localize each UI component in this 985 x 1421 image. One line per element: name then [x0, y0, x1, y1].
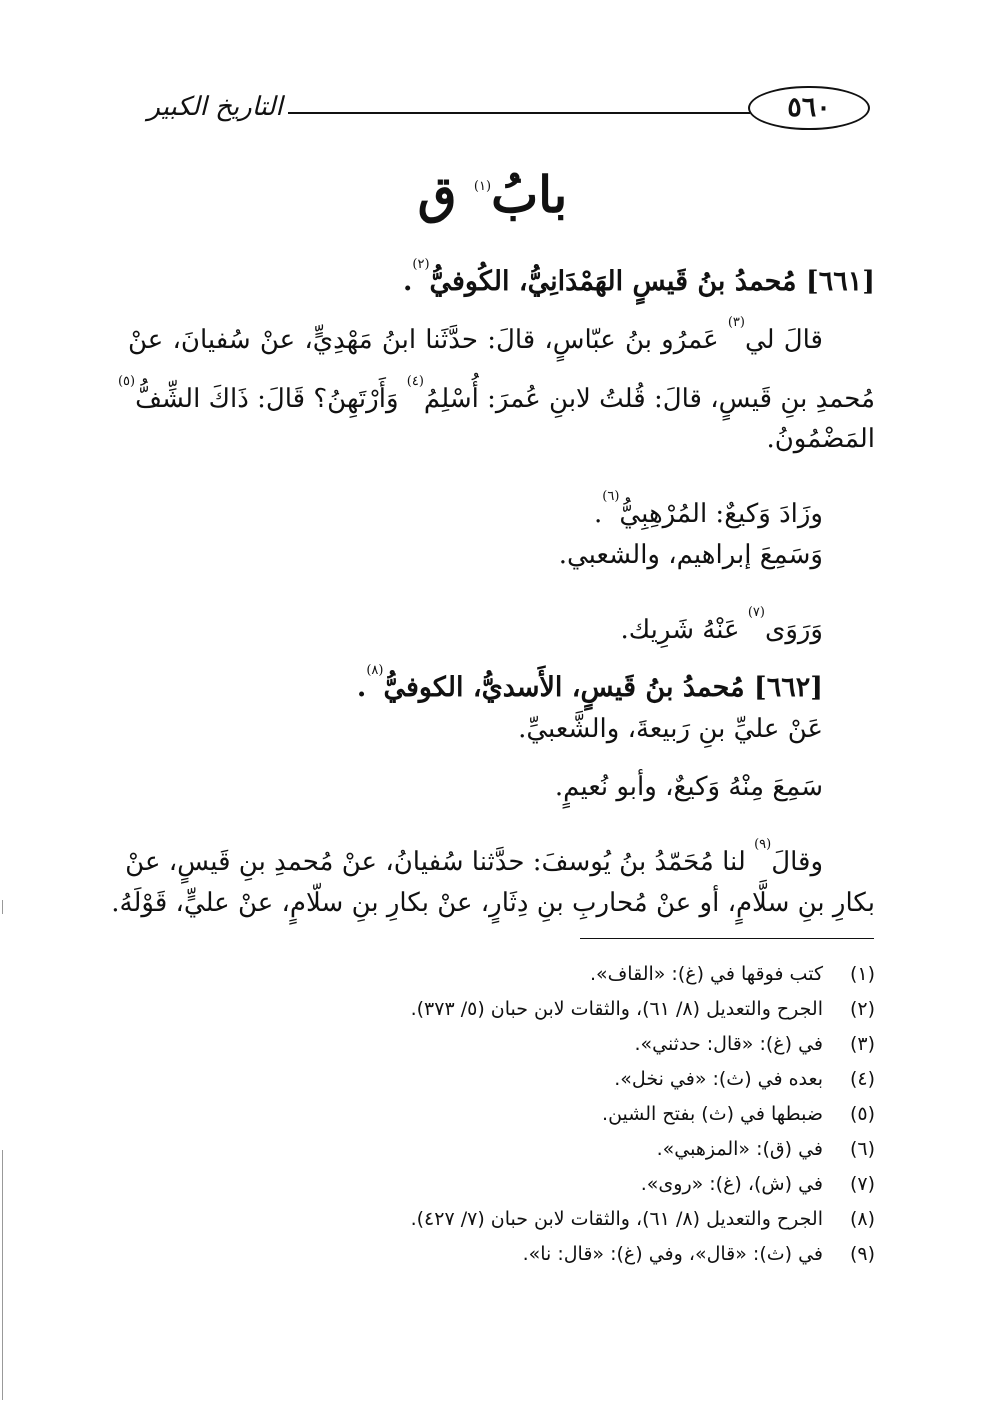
footnote-6	[657, 1133, 875, 1165]
entry-661-heading: [٦٦١] مُحمدُ بنُ قَيسٍ الهَمْدَانِيُّ، الكُوفيُّ$^{(٢)}$.	[402, 257, 875, 297]
footnote-separator	[580, 938, 874, 939]
footnote-text: بعده في (ث): «في نخل».	[614, 1068, 823, 1090]
footnote-number: (٢)	[849, 998, 875, 1020]
footnote-ref-3[interactable]: (٣)	[727, 315, 745, 330]
entry-662-line-3	[125, 818, 875, 877]
footnote-text: في (ث): «قال»، وفي (غ): «قال: نا».	[522, 1243, 823, 1265]
footnote-4	[614, 1063, 875, 1095]
entry-661-line-6	[620, 586, 875, 645]
entry-661-title: [٦٦١] مُحمدُ بنُ قَيسٍ الهَمْدَانِيُّ، الكُوفيُّ	[429, 266, 875, 297]
running-title: التاريخ الكبير	[147, 92, 283, 122]
footnote-number: (٩)	[849, 1243, 875, 1265]
footnote-number: (٤)	[849, 1068, 875, 1090]
footnote-ref-6[interactable]: (٦)	[602, 489, 620, 504]
chapter-heading	[0, 165, 985, 224]
text-segment: لنا مُحَمّدُ بنُ يُوسفَ: حدَّثنا سُفيانُ، عنْ مُحمدِ بنِ قَيسٍ، عنْ	[125, 847, 746, 877]
footnote-number: (٨)	[849, 1208, 875, 1230]
footnote-5	[602, 1098, 875, 1130]
entry-662-line-4: بكارِ بنِ سلَّامٍ، أو عنْ مُحاربِ بنِ دِثَارٍ، عنْ بكارِ بنِ سلّامٍ، عنْ عليٍّ، قَوْلَهُ.	[111, 888, 875, 918]
footnote-text: ضبطها في (ث) بفتح الشين.	[602, 1103, 823, 1125]
footnote-3	[634, 1028, 875, 1060]
text-segment: سَمِعَ مِنْهُ وَكيعٌ، وأبو نُعيمٍ.	[554, 772, 823, 802]
text-segment: وَسَمِعَ إبراهيم، والشعبي.	[558, 540, 823, 570]
footnote-ref-7[interactable]: (٧)	[747, 605, 765, 620]
entry-661-line-2	[117, 355, 875, 414]
entry-661-line-1	[128, 296, 875, 355]
footnote-9	[523, 1238, 875, 1270]
footnote-number: (٣)	[849, 1033, 875, 1055]
header-rule	[288, 112, 750, 114]
page-number: ٥٦٠	[748, 86, 870, 130]
text-segment: قالَ لي	[744, 325, 823, 355]
footnote-ref-4[interactable]: (٤)	[406, 374, 424, 389]
text-segment: مُحمدِ بنِ قَيسٍ، قالَ: قُلتُ لابنِ عُمرَ: أُسْلِمُ	[423, 384, 875, 414]
text-segment: عَمرُو بنُ عبّاسٍ، قالَ: حدَّثَنا ابنُ مَهْدِيٍّ، عنْ سُفيانَ، عنْ	[128, 325, 719, 355]
footnote-8	[411, 1203, 875, 1235]
footnote-number: (٦)	[849, 1138, 875, 1160]
scan-margin-mark	[2, 1150, 3, 1400]
footnote-number: (١)	[849, 963, 875, 985]
footnote-ref-2[interactable]: (٢)	[412, 257, 430, 272]
entry-662-line-1	[518, 702, 875, 756]
text-segment: .	[594, 499, 603, 529]
footnote-7	[641, 1168, 875, 1200]
footnote-2	[411, 993, 875, 1025]
scan-margin-mark	[2, 900, 3, 914]
text-segment: عَنْ عليِّ بنِ رَبيعةَ، والشَّعبيِّ.	[518, 714, 823, 744]
footnote-number: (٥)	[849, 1103, 875, 1125]
entry-661-line-4	[594, 470, 875, 529]
footnote-text: الجرح والتعديل (٨/ ٦١)، والثقات لابن حبان (٧/ ٤٢٧).	[410, 1208, 823, 1230]
footnote-ref-9[interactable]: (٩)	[754, 837, 772, 852]
text-segment: وقالَ	[771, 847, 823, 877]
text-segment: وَرَوَى	[764, 615, 823, 645]
footnote-ref-1[interactable]: (١)	[473, 179, 492, 194]
chapter-title-bab: بابُ	[491, 165, 568, 224]
entry-661-line-3: المَضْمُونُ.	[766, 424, 875, 454]
footnote-number: (٧)	[849, 1173, 875, 1195]
footnote-text: في (غ): «قال: حدثني».	[634, 1033, 823, 1055]
footnote-ref-5[interactable]: (٥)	[117, 374, 136, 389]
footnote-ref-8[interactable]: (٨)	[366, 663, 384, 678]
footnote-text: في (ش)، (غ): «روى».	[640, 1173, 823, 1195]
entry-661-line-5	[559, 528, 875, 582]
footnote-text: كتب فوقها في (غ): «القاف».	[589, 963, 823, 985]
text-segment: وَأَرْتَهِنُ؟ قَالَ: ذَاكَ الشِّفُّ	[135, 384, 399, 414]
text-segment: عَنْهُ شَرِيك.	[620, 615, 740, 645]
footnote-text: في (ق): «المزهبي».	[656, 1138, 823, 1160]
entry-662-line-2	[555, 760, 875, 814]
running-header	[140, 84, 875, 134]
footnote-1	[590, 958, 875, 990]
footnote-text: الجرح والتعديل (٨/ ٦١)، والثقات لابن حبان (٥/ ٣٧٣).	[410, 998, 823, 1020]
text-segment: وزَادَ وَكيعٌ: المُرْهِبِيُّ	[619, 499, 823, 529]
entry-662-heading: [٦٦٢] مُحمدُ بنُ قَيسٍ، الأَسديُّ، الكوفيُّ$^{(٨)}$.	[356, 663, 823, 703]
entry-662-title: [٦٦٢] مُحمدُ بنُ قَيسٍ، الأَسديُّ، الكوفيُّ	[383, 672, 823, 703]
chapter-title-letter: ق	[417, 165, 457, 224]
